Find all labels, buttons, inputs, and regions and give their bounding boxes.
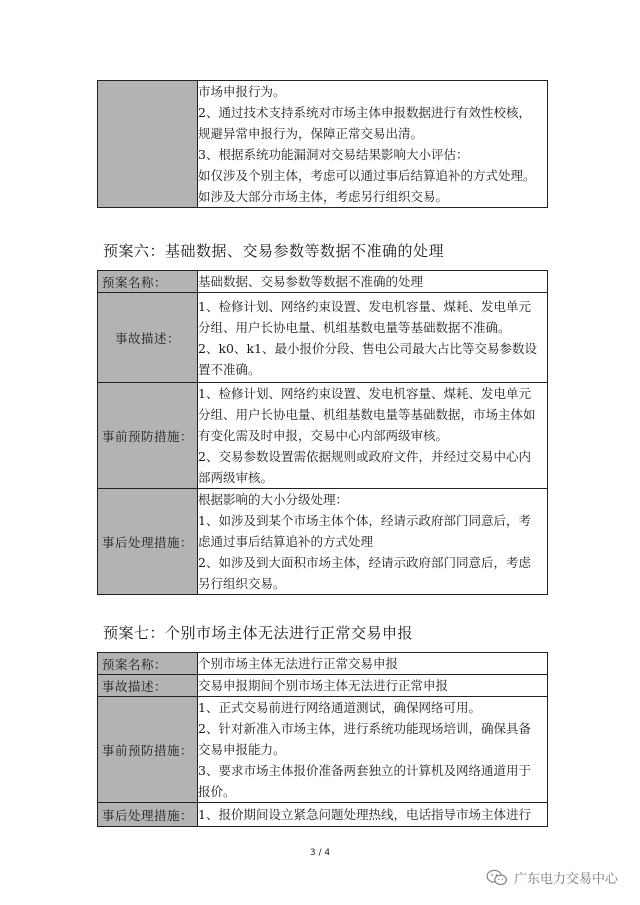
plan6-prevention-content [198,383,548,489]
text-line: 2、如涉及到大面积市场主体，经请示政府部门同意后，考虑 [198,555,531,570]
plan6-handling-content [198,489,548,595]
table-row [98,383,548,489]
text-line: 基础数据、交易参数等数据不准确的处理 [198,274,424,289]
plan6-incident-content [198,293,548,383]
text-line: 3、根据系统功能漏洞对交易结果影响大小评估： [198,147,469,162]
plan7-name-value [198,653,548,675]
plan6-incident-label: 事故描述： [98,293,198,383]
text-line: 2、针对新准入市场主体，进行系统功能现场培训，确保具备 [198,721,531,736]
text-line: 1、报价期间设立紧急问题处理热线，电话指导市场主体进行 [198,807,531,822]
text-line: 虑通过事后结算追补的方式处理 [198,534,374,549]
text-line: 部两级审核。 [198,470,274,485]
table-row [98,697,548,803]
text-line: 根据影响的大小分级处理： [198,492,349,507]
text-line: 1、检修计划、网络约束设置、发电机容量、煤耗、发电单元 [198,386,531,401]
table-row [98,81,548,208]
plan7-prevention-label: 事前预防措施： [98,697,198,803]
plan6-handling-label: 事后处理措施： [98,489,198,595]
text-line: 1、正式交易前进行网络通道测试，确保网络可用。 [198,700,481,715]
text-line: 如涉及大部分市场主体，考虑另行组织交易。 [198,189,449,204]
text-line: 另行组织交易。 [198,576,286,591]
plan7-incident-value [198,675,548,697]
plan7-heading: 预案七：个别市场主体无法进行正常交易申报 [103,624,414,642]
text-line: 市场申报行为。 [198,84,286,99]
table-row [98,653,548,675]
table-top-continuation [97,80,548,208]
text-line: 1、检修计划、网络约束设置、发电机容量、煤耗、发电单元 [198,298,531,314]
plan6-name-value [198,271,548,293]
plan6-name-label: 预案名称： [98,271,198,293]
text-line: 3、要求市场主体报价准备两套独立的计算机及网络通道用于 [198,763,531,778]
text-line: 2、交易参数设置需依据规则或政府文件，并经过交易中心内 [198,449,531,464]
text-line: 分组、用户长协电量、机组基数电量等基础数据，市场主体如 [198,407,536,422]
plan6-heading: 预案六：基础数据、交易参数等数据不准确的处理 [103,242,445,260]
wechat-icon [486,869,508,887]
row-content [198,81,548,208]
text-line: 报价。 [198,784,236,799]
plan7-incident-label: 事故描述： [98,675,198,697]
watermark [486,868,618,887]
text-line: 置不准确。 [198,361,261,377]
text-line: 交易申报能力。 [198,742,286,757]
table-row [98,489,548,595]
plan6-table [97,270,548,595]
table-row [98,803,548,827]
text-line: 交易申报期间个别市场主体无法进行正常申报 [198,678,449,693]
table-row [98,675,548,697]
text-line: 有变化需及时申报，交易中心内部两级审核。 [198,428,449,443]
plan7-table [97,652,548,827]
plan6-prevention-label: 事前预防措施： [98,383,198,489]
plan7-name-label: 预案名称： [98,653,198,675]
row-label-empty [98,81,198,208]
table-row [98,271,548,293]
table-row [98,293,548,383]
plan7-prevention-content [198,697,548,803]
watermark-text: 广东电力交易中心 [513,872,618,887]
page-number: 3 / 4 [309,848,331,858]
text-line: 2、k0、k1、最小报价分段、售电公司最大占比等交易参数设 [198,340,538,356]
plan7-handling-label: 事后处理措施： [98,803,198,827]
text-line: 如仅涉及个别主体，考虑可以通过事后结算追补的方式处理。 [198,168,536,183]
text-line: 规避异常申报行为，保障正常交易出清。 [198,126,424,141]
text-line: 1、如涉及到某个市场主体个体，经请示政府部门同意后，考 [198,513,531,528]
plan7-handling-content [198,803,548,827]
text-line: 个别市场主体无法进行正常交易申报 [198,656,399,671]
text-line: 分组、用户长协电量、机组基数电量等基础数据不准确。 [198,319,511,335]
text-line: 2、通过技术支持系统对市场主体申报数据进行有效性校核， [198,105,531,120]
